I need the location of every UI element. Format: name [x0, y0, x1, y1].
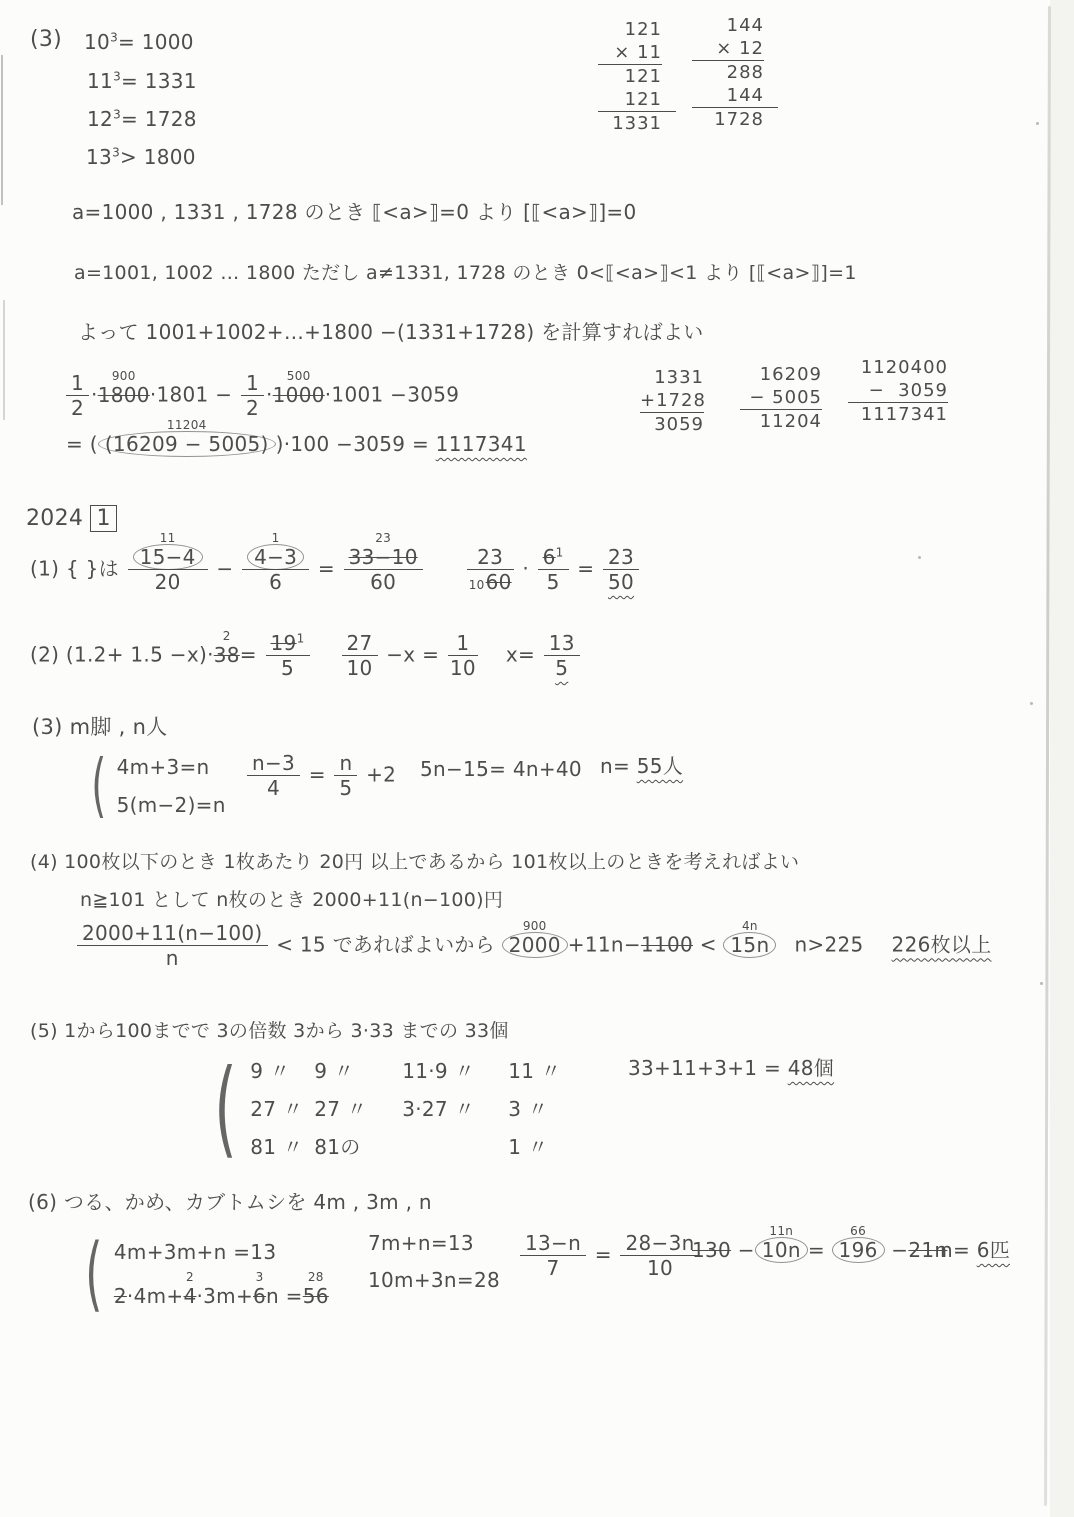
column-math-row: 1120400 [860, 357, 948, 378]
q1-line: (1) { }は 11 15−4 20 − 1 4−3 6 = 23 33−10 60 $\frac{23}{1060}$ · $\frac{6^1}{5}$ = $\frac{23}{50}$ [30, 546, 641, 594]
fraction [342, 632, 378, 680]
q3-linear-eq: 5n−15= 4n+40 [420, 757, 582, 781]
superscript: 3 [113, 107, 121, 122]
fraction [520, 1232, 586, 1280]
boxed-number: 1 [90, 505, 116, 532]
fraction [241, 372, 264, 420]
annotation-above: 11 [159, 531, 176, 545]
cube-13: $13^3> 1800$ [86, 145, 196, 169]
fraction [266, 632, 310, 680]
denominator-text: 4 [267, 776, 281, 800]
q4-line2: n≧101 として n枚のとき 2000+11(n−100)円 [80, 889, 504, 911]
denominator-text: 10 [346, 656, 373, 680]
scan-mark-left-1 [1, 55, 3, 205]
q6-fraction-eq: $\frac{13-n}{7}$ = $\frac{28-3n}{10}$ [518, 1232, 702, 1280]
struck-text: 2 [113, 1283, 127, 1308]
annotation-above: 500 [286, 368, 311, 383]
table-cell: 11·9 〃 [402, 1058, 475, 1083]
sum-expression: $\frac{1}{2}$ · 900 1800·1801 − $\frac{1}{2}$ · 500 1000·1001 −3059 [64, 372, 459, 420]
table-cell: 27 〃 [314, 1096, 368, 1121]
numerator [620, 1232, 699, 1256]
annotated-base: 10n [755, 1237, 808, 1263]
denominator [77, 946, 268, 970]
fraction [538, 546, 569, 594]
denominator-text: 2 [245, 396, 259, 420]
q2-line: (2) (1.2+ 1.5 −x)· 2 38= $\frac{19^1}{5}$ $\frac{27}{10}$ −x = $\frac{1}{10}$ x= $\frac{13}{5}$ [30, 632, 582, 680]
numerator-text: 6 [542, 545, 556, 569]
prob3-label: (3) [30, 27, 63, 52]
system-rows [250, 1052, 561, 1166]
numerator [520, 1232, 586, 1256]
numerator [266, 632, 310, 656]
system-brace: ( [85, 1226, 103, 1321]
cube-11: $11^3= 1331$ [87, 69, 197, 93]
annotated-base: 2000 [502, 932, 568, 958]
add-1331-1728 [640, 366, 704, 436]
numerator [342, 632, 378, 656]
system-row: 5(m−2)=n [116, 792, 226, 817]
denominator [448, 656, 478, 680]
q3-answer: n= 55人 [600, 754, 684, 778]
numerator-text: 4−3 [247, 544, 304, 570]
annotation-left: 10 [468, 578, 485, 592]
annotation-above: 1 [271, 531, 280, 545]
superscript: 3 [112, 145, 120, 160]
denominator [538, 570, 569, 594]
denominator-text: n [165, 946, 179, 970]
denominator-text: 10 [449, 656, 476, 680]
system-row [250, 1090, 561, 1128]
q5-table [205, 1047, 562, 1170]
table-cell: 81の [314, 1134, 361, 1159]
mult-121x11 [598, 18, 676, 135]
annotated-base: 196 [832, 1237, 885, 1263]
scan-edge-soft [1050, 0, 1074, 1517]
column-math-row: − 3059 [848, 379, 948, 403]
numerator [603, 546, 639, 570]
denominator-text: 20 [154, 570, 181, 594]
column-math-row: 121 [624, 66, 662, 87]
annotated-term [502, 918, 568, 958]
sub-16209-5005 [740, 363, 822, 433]
column-math-row: 144 [726, 15, 764, 36]
table-cell: 1 〃 [508, 1134, 549, 1159]
annotation-above: 3 [255, 1269, 264, 1284]
fraction [128, 531, 208, 594]
column-math-row: 1728 [714, 109, 764, 130]
system-row: 4m+3m+n =13 [113, 1239, 277, 1264]
annotated-term [253, 1269, 267, 1309]
q6-answer: n= 6匹 [940, 1238, 1011, 1262]
numerator-text: 23 [477, 545, 504, 569]
table-cell: 9 〃 [314, 1058, 355, 1083]
numerator-text: 1 [456, 631, 470, 655]
header-2024: 2024 1 [26, 505, 117, 533]
fraction [603, 546, 639, 594]
numerator [467, 546, 514, 570]
wavy-underlined-answer: 48個 [787, 1056, 835, 1080]
wavy-underlined-answer: 226枚以上 [891, 932, 992, 957]
numerator [242, 546, 309, 570]
annotated-term [213, 628, 240, 668]
column-math-row: 1331 [654, 367, 704, 388]
annotation-above: 2 [222, 628, 231, 643]
denominator [241, 396, 264, 420]
numerator [544, 632, 580, 656]
column-math-row: 11204 [759, 411, 822, 432]
table-cell: 9 〃 [250, 1058, 291, 1083]
denominator-text: 5 [546, 570, 560, 594]
case-a-one: a=1001, 1002 … 1800 ただし a≠1331, 1728 のとき 0<⟦<a>⟧<1 より [⟦<a>⟧]=1 [74, 262, 857, 284]
fraction [467, 546, 514, 594]
fraction [77, 922, 268, 970]
fraction [334, 752, 357, 800]
table-cell: 81 〃 [250, 1134, 304, 1159]
q6-eq2: 10m+3n=28 [368, 1268, 500, 1292]
numerator [77, 922, 268, 946]
denominator [66, 396, 89, 420]
numerator [448, 632, 478, 656]
scan-mark-left-2 [3, 300, 5, 420]
denominator [247, 776, 300, 800]
superscript: 1 [555, 545, 564, 560]
system-row [250, 1052, 561, 1090]
annotation-above: 28 [307, 1269, 324, 1284]
table-cell: 3 〃 [508, 1096, 549, 1121]
column-math-row: 121 [624, 19, 662, 40]
denominator [603, 570, 639, 594]
denominator-text: 60 [370, 570, 397, 594]
fraction [448, 632, 478, 680]
numerator [241, 372, 264, 396]
system-brace: ( [91, 745, 107, 827]
numerator [247, 752, 300, 776]
scan-speck [1040, 982, 1043, 985]
system-brace: ( [214, 1047, 237, 1170]
column-math-row: 3059 [654, 414, 704, 435]
denominator [467, 570, 514, 594]
q5-answer: 33+11+3+1 = 48個 [628, 1056, 835, 1080]
denominator [344, 570, 423, 594]
denominator-text: 5 [339, 776, 353, 800]
annotated-base: 15n [723, 932, 776, 958]
struck-text: 130 [692, 1238, 732, 1262]
system-row: 4m+3=n [116, 754, 210, 779]
numerator [538, 546, 569, 570]
system-rows [114, 1230, 329, 1318]
numerator-text: 13−n [525, 1231, 582, 1255]
numerator-text: 19 [270, 631, 297, 655]
column-math-row: +1728 [640, 390, 706, 411]
column-math-row: − 5005 [740, 386, 822, 410]
q3-label: (3) m脚 , n人 [32, 715, 168, 739]
annotation-above: 4n [742, 918, 758, 933]
numerator-text: 15−4 [133, 544, 203, 570]
fraction [247, 752, 300, 800]
q5-line1: (5) 1から100までで 3の倍数 3から 3·33 までの 33個 [30, 1020, 509, 1042]
annotation-above: 66 [850, 1224, 867, 1238]
numerator-text: 13 [548, 631, 575, 655]
annotated-base: 1000 [272, 382, 325, 407]
table-cell: 3·27 〃 [402, 1096, 475, 1121]
system-row: 2 ·4m+ 2 4 ·3m+ 3 6 n = 28 56 [113, 1269, 329, 1308]
numerator [344, 546, 423, 570]
column-math-row: 1331 [612, 113, 662, 134]
fraction [544, 632, 580, 680]
annotation-above: 900 [111, 368, 136, 383]
q6-solve: 130 − 11n 10n = 66 196 −21n [692, 1224, 948, 1262]
q6-eq1: 7m+n=13 [368, 1231, 474, 1255]
annotated-term [755, 1224, 808, 1263]
numerator [128, 546, 208, 570]
numerator-text: n−3 [252, 751, 296, 775]
annotated-base: 4 [183, 1283, 197, 1308]
annotation-above: 11n [769, 1224, 794, 1238]
wavy-underlined-answer: 1117341 [435, 432, 527, 456]
annotated-base: 6 [253, 1283, 267, 1308]
q3-system [85, 745, 226, 827]
sub-1120400-3059 [848, 356, 948, 426]
denominator [128, 570, 208, 594]
denominator [520, 1256, 586, 1280]
denominator-text: 10 [646, 1256, 674, 1280]
q4-line1: (4) 100枚以下のとき 1枚あたり 20円 以上であるから 101枚以上のときを考えればよい [30, 851, 800, 873]
annotated-term [98, 418, 276, 457]
case-a-zero: a=1000 , 1331 , 1728 のとき ⟦<a>⟧=0 より [⟦<a>⟧]=0 [72, 200, 637, 224]
numerator [334, 752, 357, 776]
numerator-text: n [339, 751, 353, 775]
fraction [66, 372, 89, 420]
annotated-term [723, 918, 776, 958]
table-cell: 11 〃 [508, 1058, 562, 1083]
denominator-text: 60 [485, 570, 512, 594]
annotated-term [302, 1269, 329, 1309]
scan-speck [918, 556, 921, 559]
wavy-underlined-answer: 55人 [636, 754, 684, 778]
column-math-row: 121 [598, 88, 676, 112]
annotated-term [272, 368, 325, 408]
numerator-text: 1 [245, 371, 259, 395]
denominator [334, 776, 357, 800]
numerator-text: 28−3n [625, 1231, 695, 1255]
annotation-above: 2 [186, 1269, 194, 1284]
column-math-row: 144 [692, 84, 778, 108]
q3-fraction-eq: $\frac{n-3}{4}$ = $\frac{n}{5}$ +2 [245, 752, 396, 800]
denominator-text: 50 [607, 570, 635, 594]
struck-text: 1100 [640, 932, 694, 957]
annotated-term [183, 1269, 197, 1309]
column-math-row: × 12 [692, 37, 764, 61]
system-row [250, 1128, 561, 1166]
cube-12: $12^3= 1728$ [87, 107, 197, 131]
denominator [242, 570, 309, 594]
superscript: 3 [110, 30, 118, 45]
annotated-base: 38 [213, 642, 240, 667]
yotte-line: よって 1001+1002+…+1800 −(1331+1728) を計算すればよい [78, 320, 704, 344]
q6-system [78, 1226, 329, 1321]
numerator-text: 33−10 [348, 545, 418, 569]
mult-144x12 [692, 14, 778, 131]
table-cell: 27 〃 [250, 1096, 304, 1121]
denominator [620, 1256, 699, 1280]
denominator-text: 2 [71, 396, 85, 420]
denominator-text: 7 [546, 1256, 560, 1280]
numerator-text: 23 [607, 545, 635, 569]
scan-speck [1030, 702, 1033, 705]
denominator [342, 656, 378, 680]
column-math-row: 16209 [759, 364, 822, 385]
annotated-base: (16209 − 5005) [98, 431, 276, 457]
annotated-base: 56 [302, 1283, 329, 1308]
annotation-above: 23 [375, 531, 392, 545]
numerator-text: 1 [71, 371, 85, 395]
system-rows [117, 748, 226, 824]
superscript: 1 [296, 631, 305, 646]
q6-label: (6) つる、かめ、カブトムシを 4m , 3m , n [28, 1190, 432, 1214]
annotated-term [97, 368, 150, 408]
numerator [66, 372, 89, 396]
struck-text: 21n [908, 1238, 948, 1262]
annotated-term [832, 1224, 885, 1263]
fraction [344, 531, 423, 594]
annotation-above: 900 [522, 918, 547, 933]
numerator-text: 2000+11(n−100) [82, 921, 263, 945]
column-math-row: × 11 [598, 41, 662, 65]
scan-speck [1036, 122, 1039, 125]
denominator [266, 656, 310, 680]
annotation-above: 11204 [166, 418, 207, 432]
wavy-underlined-answer: 6匹 [976, 1238, 1011, 1262]
result-line: = ( 11204 (16209 − 5005) )·100 −3059 = 1117341 [66, 418, 527, 456]
superscript: 3 [113, 69, 121, 84]
column-math-row: 1117341 [860, 404, 948, 425]
column-math-row: 288 [726, 62, 764, 83]
fraction [620, 1232, 699, 1280]
numerator-text: 27 [346, 631, 373, 655]
fraction [242, 531, 309, 594]
denominator-text: 5 [281, 656, 295, 680]
denominator-text: 5 [555, 656, 569, 680]
q4-line3: $\frac{2000+11(n-100)}{n}$ < 15 であればよいから 900 2000 +11n−1100 < 4n 15n n>225 226枚以上 [75, 922, 992, 970]
cube-10: $10^3= 1000$ [84, 30, 194, 54]
denominator-text: 6 [269, 570, 283, 594]
annotated-base: 1800 [97, 382, 150, 407]
denominator [544, 656, 580, 680]
